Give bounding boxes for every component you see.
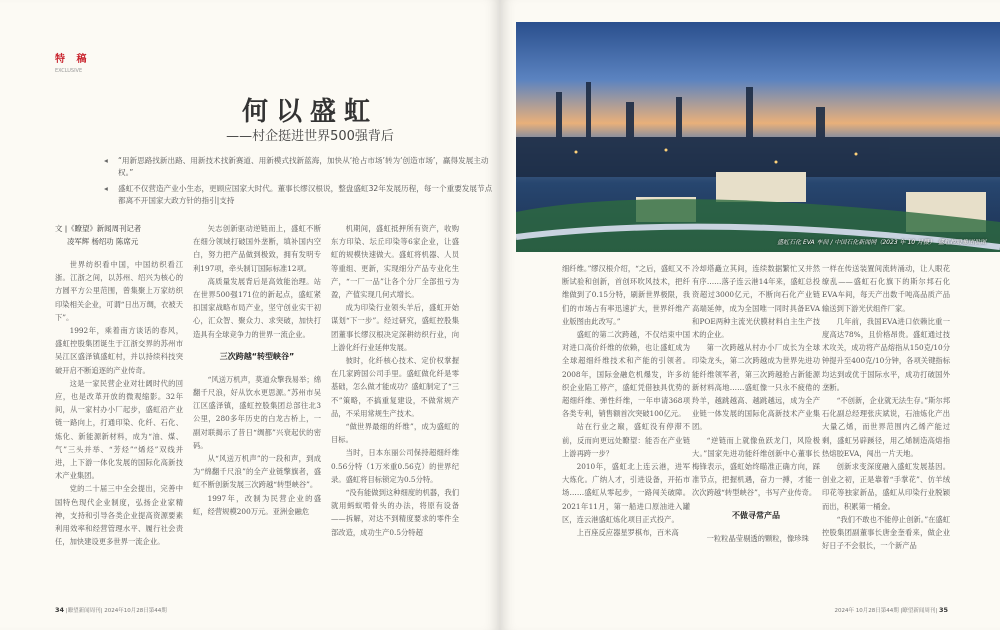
- section-tag-en: EXCLUSIVE: [55, 68, 83, 74]
- photo-caption: 盛虹石化 EVA 车间 / 中国石化新闻网（2023 年 10 月摄） 盛虹控股集团供图: [777, 239, 986, 246]
- lead-quote-1: ◂ “用新思路找新出路、用新技术找新赛道、用新模式找新蓝海，加快从‘抢占市场’转为‘创造市场’，赢得发展主动权。”: [104, 156, 489, 177]
- bullet-icon: ◂: [104, 184, 108, 193]
- section-tag: 特 稿: [55, 54, 91, 65]
- section-heading: 三次跨越“转型峡谷”: [219, 351, 295, 361]
- article-subtitle: ——村企挺进世界500强背后: [226, 129, 394, 144]
- column-4: 细纤维。”缪汉根介绍，“之后，盛虹又不断试验和创新，首创环吹风技术，把纤维做到了0.15分特，刷新世界极限，我们的市场占有率迅速扩大，世界纤维产业版图由此改写。” 盛虹的第二次跨越，不仅结束中国对进口高价纤维的依赖，也让盛虹成为全球超细纤维技术和产能的引领者。2008年，国际金融危机爆发，许多纺织企业陷工停产，盛虹凭借独具优势的超细纤维、弹性纤维，一年申请368项各类专利，销售额首次突破100亿元。 站在行业之巅，盛虹没有停滞不前，反而向更远处瞭望：能否在产业链上游再跨一步？ 2010年，盛虹北上连云港，进军大炼化。广纳人才，引进设备，开拓市场……盛虹从零起步，一路闯关破障。2021年11月，第一船进口原油进入罐区，连云港盛虹炼化项目正式投产。 上百座反应器星罗棋布，百米高: [562, 264, 690, 538]
- bullet-icon: ◂: [104, 156, 108, 165]
- page-footer: 34 |瞭望新闻周刊| 2024年10月28日第44期: [55, 606, 167, 614]
- column-2: 矢志创新驱动逆链而上，盛虹不断在细分领域打破国外垄断，填补国内空白，努力把产品做到极致，拥有发明专利197项，牵头制订国际标准12项。 高质量发展背后是高效能治理。站在世界500强171位的新起点，盛虹紧扣国家战略布局产业，坚守创业实干初心，汇众智、聚众力、求突破，加快打造具有全球竞争力的世界一流企业。 三次跨越“转型峡谷” “风送万机声，莫道众擎我易举；绵翻千尺浪，好从饮水更思源。”苏州市吴江区盛泽镇，盛虹控股集团总部往北3公里，280多年历史的白龙古桥上，一副对联揭示了昔日“绸都”兴衰起伏的密码。 从“风送万机声”的一段和声，到成为“绵翻千尺浪”的全产业链擎旗者，盛虹不断创新发展三次跨越“转型峡谷”。 1997年，改制为民营企业的盛虹，经营规模200万元。亚洲金融危: [193, 224, 321, 516]
- page-footer: 2024年 10月28日第44期 |瞭望新闻周刊| 35: [834, 606, 948, 614]
- column-3: 机期间，盛虹抵押所有资产，收购东方印染、坛丘印染等6家企业，让盛虹的规模快速做大。盛虹将机器、人员等重组、更新，实现细分产品专业化生产，“一厂一品”让各个分厂全部扭亏为盈，产值实现几何式增长。 成为印染行业领头羊后，盛虹开始谋划“下一步”。经过研究，盛虹控股集团董事长缪汉根决定深耕纺织行业，向上游化纤行业延伸发展。 彼时，化纤核心技术、定价权掌握在几家跨国公司手里。盛虹做化纤是零基础，怎么做才能成功？盛虹制定了“三不”策略，不搞重复建设，不做常规产品，不采用常规生产技术。 “做世界最细的纤维”，成为盛虹的目标。 当时，日本东丽公司保持超细纤维0.56分特（1万米重0.56克）的世界纪录。盛虹将目标锁定为0.5分特。 “没有能做到这种细度的机器，我们就用蚂蚁啃骨头的办法，将原有设备——拆解，对达不到精度要求的零件全部改造，成功生产0.5分特超: [331, 224, 459, 537]
- refinery-illustration: [516, 22, 1000, 252]
- byline: 文 |《瞭望》新闻周刊记者 凌军辉 杨绍功 陈席元: [55, 224, 142, 246]
- column-6: 一样在传送装置间流转涌动，让人眼花缭乱——盛虹石化旗下的斯尔邦石化EVA车间，每天产出数千吨高品质产品输送到下游光伏组件厂家。 几年前，我国EVA进口依赖比重一度高达78%，且价格昂贵。盛虹通过技术攻关，成功将产品熔指从150克/10分钟提升至400克/10分钟，各项关键指标均达到或优于国际水平，成功打破国外垄断。 “不创新，企业就无法生存。”斯尔邦石化副总经理张庆斌说，石油炼化产出大量乙烯，而世界范围内乙烯产能过剩，盛虹另辟蹊径，用乙烯制造高熔指热熔胶EVA，闯出一片天地。 创新求变深度融入盛虹发展基因。创业之初，正是靠着“手掌花”、仿羊绒印花等独家新品，盛虹从印染行业脱颖而出，积累第一桶金。 “我们不敢也不能停止创新。”在盛虹控股集团副董事长唐金奎看来，做企业好日子不会很长，一个新产品: [822, 264, 950, 551]
- refinery-photo: [516, 22, 1000, 252]
- column-5: 冷却塔矗立其间，连续数据繁忙又井然有序……落子连云港14年来，盛虹总投资超过3000亿元，不断向石化产业链高端延伸，成为全国唯一同时具备EVA和POE两种主流光伏膜材料自主生产技术的企业。 第一次跨越从村办小厂成长为全球印染龙头，第二次跨越成为世界先进功能纤维领军者，第三次跨越抢占新能源新材料高地……盛虹像一只永不疲倦的羚羊，越跳越高、越跳越远，成为全产业链一体发展的国际化高新技术产业集团。 “逆链而上就像鱼跃龙门，风险极大。”国家先进功能纤维创新中心董事长梅锋表示，盛虹始终瞄准正确方向，踩准节点，把握机遇，奋力一搏，才能一次次跨越“转型峡谷”，书写产业传奇。 不做寻常产品 一粒粒晶莹剔透的颗粒，像珍珠: [692, 264, 820, 543]
- headline-block: [150, 96, 470, 146]
- lead-quotes: [104, 155, 496, 211]
- section-heading: 不做寻常产品: [732, 510, 780, 520]
- article-title: 何以盛虹: [241, 97, 378, 127]
- lead-quote-2: ◂ 盛虹不仅营造产业小生态，更顾应国家大时代。董事长缪汉根说，整盘盛虹32年发展历程，每一个重要发展节点都离不开国家大政方针的指引|支持: [104, 184, 493, 205]
- column-1: 文 |《瞭望》新闻周刊记者 凌军辉 杨绍功 陈席元 世界纺织看中国，中国纺织看江浙。江浙之间，以苏州、绍兴为核心的方圆平方公里范围，曾集聚上万家纺织印染相关企业，可谓“日出万绸，衣被天下”。 1992年，乘着南方谈话的春风，盛虹控股集团诞生于江浙交界的苏州市吴江区盛泽镇盛虹村，并以持续科技突破开启不断追逐的产业传奇。 这是一家民营企业对壮阔时代的回应，也是改革开放的微观缩影。32年间，从一家村办小厂起步，盛虹沿产业链一路向上，打通印染、化纤、石化、炼化、新能源新材料，成为“油、煤、气”三头并举、“芳烃”“烯烃”双线并进，上下游一体化发展的国际化高新技术产业集团。 党的二十届三中全会提出，完善中国特色现代企业制度，弘扬企业家精神，支持和引导各类企业提高资源要素利用效率和经营管理水平、履行社会责任，加快建设更多世界一流企业。: [55, 224, 183, 547]
- right-page: [500, 0, 1000, 630]
